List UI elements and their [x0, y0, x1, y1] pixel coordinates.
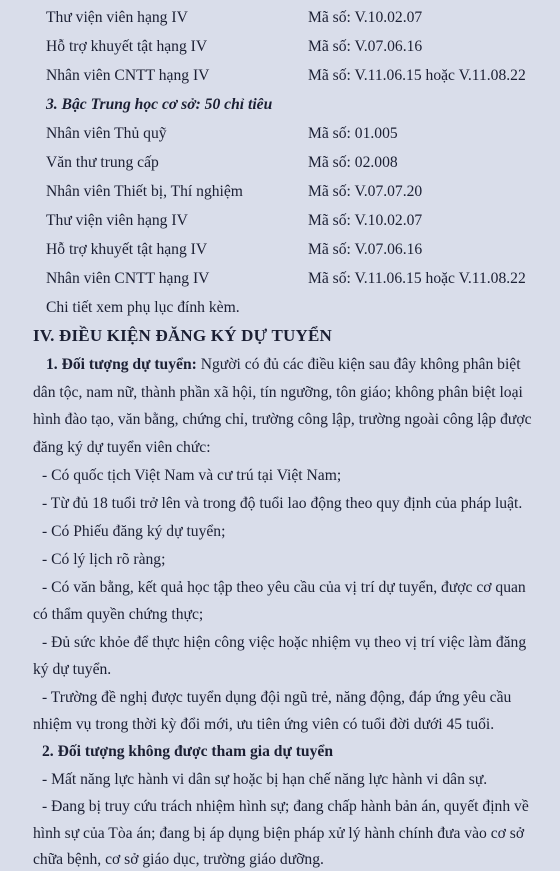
bullet-item: - Đang bị truy cứu trách nhiệm hình sự; đang chấp hành bản án, quyết định về: [42, 798, 529, 815]
position-name: Nhân viên Thủ quỹ: [46, 125, 167, 142]
position-row: [46, 240, 423, 260]
detail-note: Chi tiết xem phụ lục đính kèm.: [46, 299, 240, 316]
paragraph-line: đăng ký dự tuyển viên chức:: [33, 439, 211, 456]
position-row: [46, 66, 526, 86]
paragraph-text: Người có đủ các điều kiện sau đây không phân biệt: [196, 356, 521, 373]
paragraph-line: hình đào tạo, văn bằng, chứng chỉ, trường công lập, trường ngoài công lập được: [33, 411, 532, 428]
position-name: Thư viện viên hạng IV: [46, 9, 188, 26]
position-name: Nhân viên CNTT hạng IV: [46, 270, 210, 287]
position-code: Mã số: V.07.06.16: [308, 241, 423, 258]
position-code: Mã số: 01.005: [308, 125, 398, 142]
bullet-item: - Mất năng lực hành vi dân sự hoặc bị hạn chế năng lực hành vi dân sự.: [42, 771, 488, 788]
position-name: Nhân viên Thiết bị, Thí nghiệm: [46, 183, 243, 200]
position-name: Nhân viên CNTT hạng IV: [46, 67, 210, 84]
position-name: Hỗ trợ khuyết tật hạng IV: [46, 38, 208, 55]
position-row: [46, 37, 423, 57]
position-row: [46, 182, 423, 202]
bullet-item: - Có văn bằng, kết quả học tập theo yêu cầu của vị trí dự tuyển, được cơ quan: [42, 579, 526, 596]
bullet-item: - Có Phiếu đăng ký dự tuyển;: [42, 523, 226, 540]
position-code: Mã số: V.11.06.15 hoặc V.11.08.22: [308, 67, 526, 84]
position-name: Hỗ trợ khuyết tật hạng IV: [46, 241, 208, 258]
bullet-item: - Từ đủ 18 tuổi trở lên và trong độ tuổi lao động theo quy định của pháp luật.: [42, 495, 523, 512]
bullet-item-cont: chữa bệnh, cơ sở giáo dục, trường giáo dưỡng.: [33, 851, 324, 868]
bullet-item: - Đủ sức khỏe để thực hiện công việc hoặc nhiệm vụ theo vị trí việc làm đăng: [42, 634, 527, 651]
position-row: [46, 153, 398, 173]
position-code: Mã số: 02.008: [308, 154, 398, 171]
position-code: Mã số: V.07.06.16: [308, 38, 423, 55]
bullet-item: - Có quốc tịch Việt Nam và cư trú tại Việt Nam;: [42, 467, 342, 484]
position-code: Mã số: V.10.02.07: [308, 212, 423, 229]
position-row: [46, 124, 398, 144]
section-heading-iv: IV. ĐIỀU KIỆN ĐĂNG KÝ DỰ TUYỂN: [33, 326, 332, 345]
position-name: Văn thư trung cấp: [46, 154, 159, 171]
subsection-title: 1. Đối tượng dự tuyển:: [46, 356, 197, 373]
position-code: Mã số: V.07.07.20: [308, 183, 423, 200]
bullet-item: - Có lý lịch rõ ràng;: [42, 551, 166, 568]
paragraph-line: dân tộc, nam nữ, thành phần xã hội, tín ngưỡng, tôn giáo; không phân biệt loại: [33, 384, 523, 401]
position-row: [46, 269, 526, 289]
bullet-item: - Trường đề nghị được tuyển dụng đội ngũ trẻ, năng động, đáp ứng yêu cầu: [42, 689, 512, 706]
subsection-title: 2. Đối tượng không được tham gia dự tuyển: [42, 743, 333, 760]
position-row: [46, 8, 423, 28]
position-name: Thư viện viên hạng IV: [46, 212, 188, 229]
bullet-item-cont: ký dự tuyển.: [33, 661, 112, 678]
heading-secondary-school: 3. Bậc Trung học cơ sở: 50 chỉ tiêu: [46, 96, 273, 113]
bullet-item-cont: có thẩm quyền chứng thực;: [33, 606, 204, 623]
bullet-item-cont: hình sự của Tòa án; đang bị áp dụng biện pháp xử lý hành chính đưa vào cơ sở: [33, 825, 525, 842]
position-row: [46, 211, 423, 231]
position-code: Mã số: V.10.02.07: [308, 9, 423, 26]
bullet-item-cont: nhiệm vụ trong thời kỳ đổi mới, ưu tiên ứng viên có tuổi đời dưới 45 tuổi.: [33, 716, 495, 733]
paragraph-line: [46, 355, 521, 375]
position-code: Mã số: V.11.06.15 hoặc V.11.08.22: [308, 270, 526, 287]
